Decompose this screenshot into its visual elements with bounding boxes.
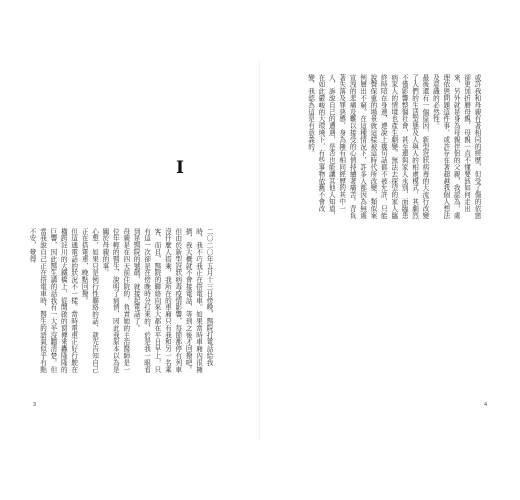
paragraph: 母親是在四天前住院的，負責她的主治醫師是一位年輕的醫生，說明了病情，因此我原本以為是關於母親的事。 [100, 228, 130, 373]
page-number-left: 3 [33, 402, 37, 408]
page-number-right: 4 [484, 402, 488, 408]
paragraph: 心想，如果只是例行性聯絡的話，就先告知自己正在搭電車，晚點回撥。 [80, 228, 99, 373]
paragraph: 或許我和母親有著相同的經歷，但受了傷的依戀卻更加折磨母親，母親一直不懂要該如何走出來，另外就是身為母親伴侶的父親，我認為，處理依戀問題這件事，或許存在著超越我個人想法及意識的必然性。 [431, 74, 481, 219]
paragraph: 最後還有一個原因，新型冠狀病毒的大流行改變了人們的生活型態及人與人的相處模式，其劇烈不僅影響整個社會，甚至連與家人永別，面臨患病家人的情境也產生劇變。無法去探望的家人臨終時陪在身邊，連說上幾句話都不被允許，只能說聲保重的場景就這樣被這時代所改變，類似案例層出不窮。在這種情況下，許多人都因為無處宣洩的悲痛及難以接受的心情持續著痛苦。背負著失落及罪惡感，身為擁有相同經歷的其中一人，訴說自己的遭遇，是否也能讓其他人知道，在如此嚴峻的大環境下，有些事物依舊不會改變，我認為這是有意義的。 [306, 74, 429, 219]
chapter-number: I [176, 158, 184, 178]
right-page-body [306, 74, 482, 220]
paragraph: 但這通電話的狀況不一樣。當時電車正好行駛在橫跨淀川的大鐵橋上，從開啟的窗傳來轟隆隆的巨響，因此醫生講的話我有一大半沒聽清楚。但當我說自己正在搭電車時，醫生的語氣似乎有點不安，覺得 [28, 228, 78, 373]
paragraph: 二〇二〇年五月十三日傍晚，醫院打電話給我時，我不巧我正在搭電車。如果當時車廂內很擁擠，我大概就不會接電話，等到之後才回撥吧。但由於新型冠狀病毒疫情影響，每節都停有列車沒什麼人搭乘，我所在的車廂只有我和另一名乘客，而且，醫院的聯絡向來大都在平日早上，只有這一次卻是在傍晚時分打來的，於是我一眼看到是醫院的號碼，就接起電話了。 [132, 228, 213, 373]
left-page-body [28, 228, 214, 374]
